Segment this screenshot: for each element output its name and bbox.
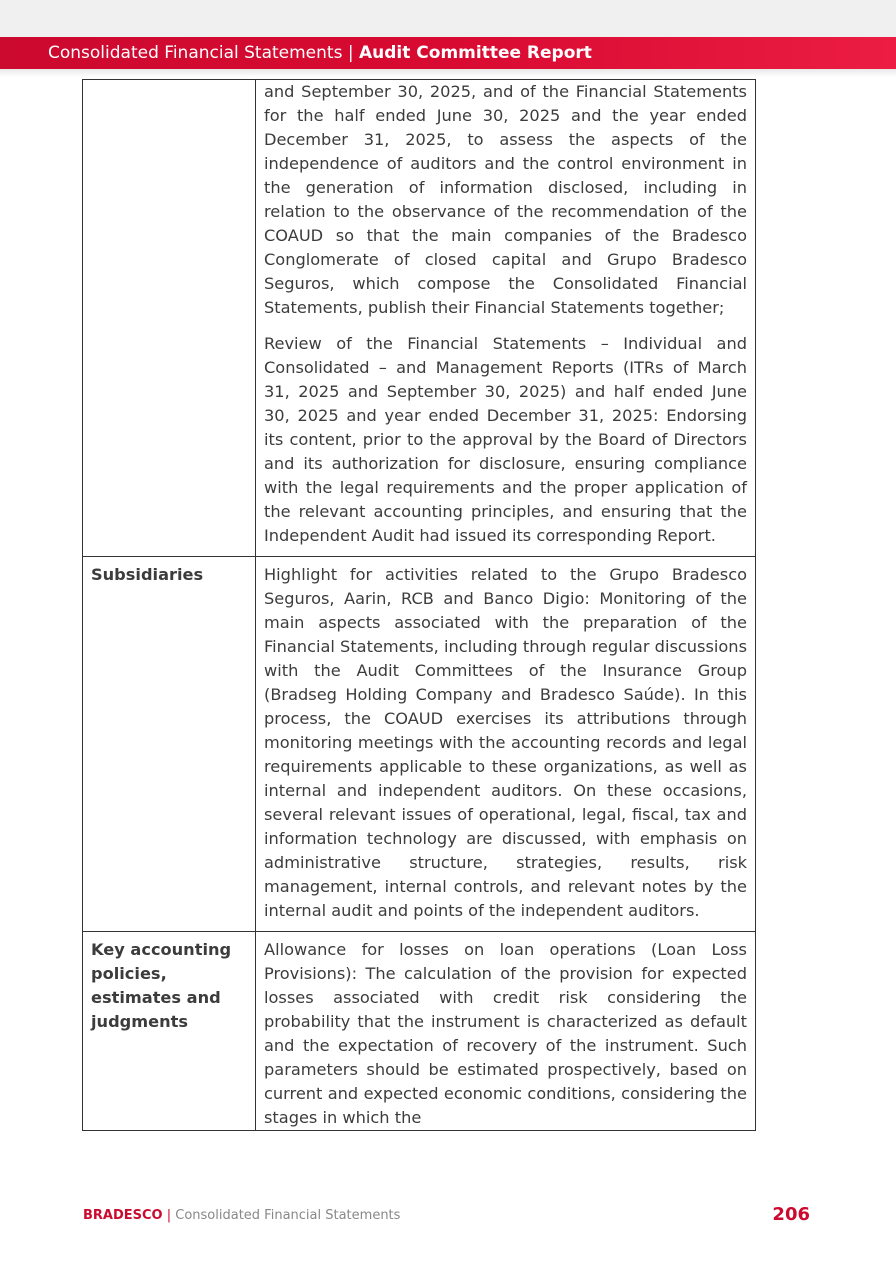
header-separator: | (342, 43, 359, 63)
paragraph: Highlight for activities related to the Grupo Bradesco Seguros, Aarin, RCB and Banco Digio: Monitoring of the main aspects associated with the preparation of the Financial Statements, including through regular discussions with the Audit Committees of the Insurance Group (Bradseg Holding Company and Bradesco Saúde). In this process, the COAUD exercises its attributions through monitoring meetings with the accounting records and legal requirements applicable to these organizations, as well as internal and independent auditors. On these occasions, several relevant issues of operational, legal, fiscal, tax and information technology are discussed, with emphasis on administrative structure, strategies, results, risk management, internal controls, and relevant notes by the internal audit and points of the independent auditors. (264, 565, 747, 920)
page-header (0, 37, 896, 69)
table-row (83, 80, 756, 557)
footer-doc-title: Consolidated Financial Statements (175, 1208, 401, 1223)
table-row (83, 932, 756, 1131)
header-shadow (0, 69, 896, 77)
row-label: Subsidiaries (83, 557, 256, 932)
row-content (256, 557, 756, 932)
header-section: Consolidated Financial Statements (48, 43, 343, 63)
row-label: Key accounting policies, estimates and judgments (83, 932, 256, 1131)
row-label (83, 80, 256, 557)
row-content (256, 80, 756, 557)
paragraph: Allowance for losses on loan operations (Loan Loss Provisions): The calculation of the provision for expected losses associated with credit risk considering the probability that the instrument is characterized as default and the expectation of recovery of the instrument. Such parameters should be estimated prospectively, based on current and expected economic conditions, considering the stages in which the (264, 940, 747, 1127)
footer-brand: BRADESCO (83, 1208, 163, 1223)
row-content (256, 932, 756, 1131)
header-title (48, 42, 592, 64)
paragraph: Review of the Financial Statements – Individual and Consolidated – and Management Reports (ITRs of March 31, 2025 and September 30, 2025) and half ended June 30, 2025 and year ended December 31, 2025: Endorsing its content, prior to the approval by the Board of Directors and its authorization for disclosure, ensuring compliance with the legal requirements and the proper application of the relevant accounting principles, and ensuring that the Independent Audit had issued its corresponding Report. (264, 334, 747, 545)
table-row (83, 557, 756, 932)
top-margin (0, 0, 896, 37)
footer-separator: | (162, 1208, 176, 1223)
page-number: 206 (772, 1204, 810, 1225)
paragraph: and September 30, 2025, and of the Financial Statements for the half ended June 30, 2025 and the year ended December 31, 2025, to assess the aspects of the independence of auditors and the control environment in the generation of information disclosed, including in relation to the observance of the recommendation of the COAUD so that the main companies of the Bradesco Conglomerate of closed capital and Grupo Bradesco Seguros, which compose the Consolidated Financial Statements, publish their Financial Statements together; (264, 82, 747, 317)
audit-committee-table (82, 79, 756, 1131)
header-subsection: Audit Committee Report (358, 43, 592, 63)
page-footer (83, 1207, 400, 1225)
